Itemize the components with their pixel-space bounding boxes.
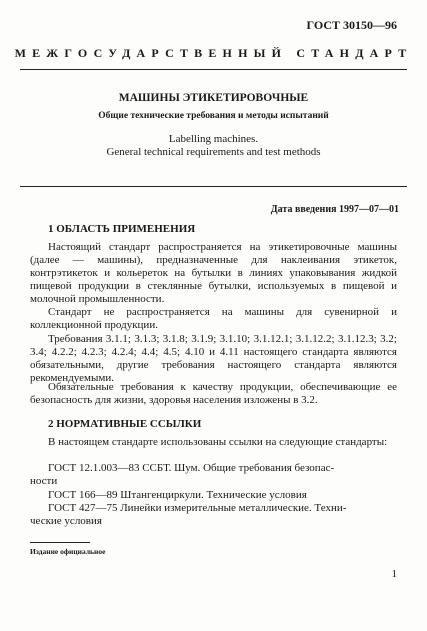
reference-continuation: ческие условия xyxy=(30,515,102,527)
section-2-intro: В настоящем стандарте использованы ссылки на следующие стандарты: xyxy=(48,436,388,448)
title-rule xyxy=(20,186,407,187)
title-english-line-2: General technical requirements and test methods xyxy=(106,146,321,158)
reference-text: ГОСТ 12.1.003—83 ССБТ. Шум. Общие требования безопас- xyxy=(48,462,335,474)
title-english-line-1: Labelling machines. xyxy=(168,133,259,145)
reference-continuation: ности xyxy=(30,475,58,487)
introduction-date: Дата введения 1997—07—01 xyxy=(270,204,399,215)
subtitle-russian: Общие технические требования и методы испытаний xyxy=(98,111,329,121)
reference-item xyxy=(30,502,397,528)
document-code: ГОСТ 30150—96 xyxy=(306,18,397,32)
reference-item xyxy=(30,462,397,488)
section-1-paragraph-4: Обязательные требования к качеству продукции, обеспечивающие ее безопасность для жизни, здоровья населения изложены в 3.2. xyxy=(30,381,397,406)
section-1-heading: 1 ОБЛАСТЬ ПРИМЕНЕНИЯ xyxy=(48,223,196,235)
title-russian: МАШИНЫ ЭТИКЕТИРОВОЧНЫЕ xyxy=(118,92,309,104)
section-1-paragraph-2: Стандарт не распространяется на машины для сувенирной и коллекционной продукции. xyxy=(30,306,397,331)
title-english xyxy=(0,133,427,159)
section-1-paragraph-3: Требования 3.1.1; 3.1.3; 3.1.8; 3.1.9; 3.1.10; 3.1.12.1; 3.1.12.2; 3.1.12.3; 3.2; 3.4; 4.2.2; 4.2.3; 4.2.4; 4.4; 4.5; 4.10 и 4.11 настоящего стандарта являются обязательными, другие требования настоящего стандарта являются рекомендуемыми. xyxy=(30,333,397,384)
edition-note: Издание официальное xyxy=(30,547,106,556)
section-2-heading: 2 НОРМАТИВНЫЕ ССЫЛКИ xyxy=(48,418,202,430)
reference-text: ГОСТ 427—75 Линейки измерительные металлические. Техни- xyxy=(48,502,347,514)
reference-item xyxy=(48,489,397,502)
top-rule xyxy=(20,69,407,70)
section-1-paragraph-1: Настоящий стандарт распространяется на этикетировочные машины (далее — машины), предназначенные для наклеивания этикеток, контрэтикеток и кольереток на бутылки в линиях упаковывания жидкой пищевой продукции в стеклянные бутылки, используемых в пищевой и молочной промышленности. xyxy=(30,241,397,305)
standard-banner: МЕЖГОСУДАРСТВЕННЫЙ СТАНДАРТ xyxy=(14,46,413,60)
page-number: 1 xyxy=(391,568,397,580)
reference-text: ГОСТ 166—89 Штангенциркули. Технические условия xyxy=(48,489,307,501)
footnote-rule xyxy=(30,542,90,543)
